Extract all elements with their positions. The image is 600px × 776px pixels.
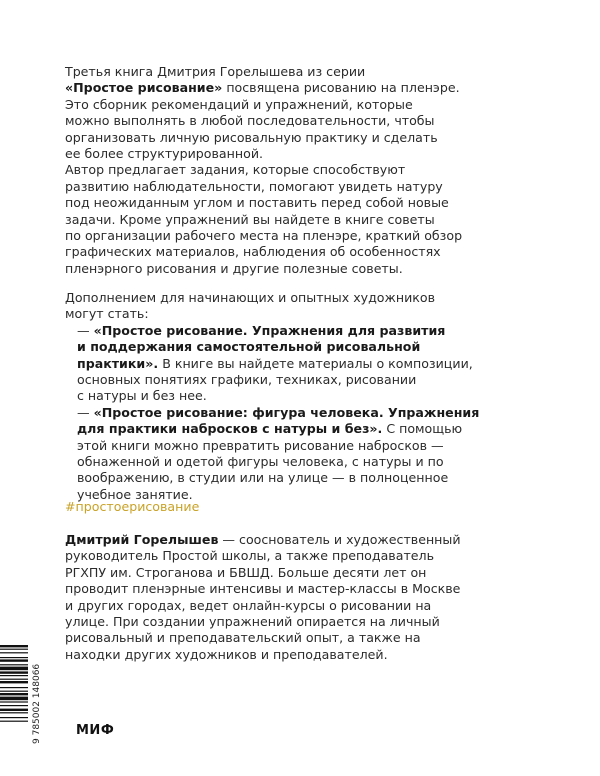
text-run: Дополнением для начинающих и опытных художников bbox=[65, 290, 436, 305]
text-run: проводит пленэрные интенсивы и мастер-классы в Москве bbox=[65, 581, 461, 597]
list-item-line bbox=[65, 470, 535, 486]
text-line bbox=[65, 162, 535, 178]
isbn-text: 9 785002 148066 bbox=[32, 663, 42, 744]
text-line bbox=[65, 130, 535, 146]
text-run: учебное занятие. bbox=[77, 486, 193, 502]
text-run: под неожиданным углом и поставить перед собой новые bbox=[65, 195, 449, 211]
text-run: Автор предлагает задания, которые способствуют bbox=[65, 162, 406, 178]
list-item-line bbox=[65, 339, 535, 355]
list-item-line bbox=[65, 323, 535, 339]
text-line bbox=[65, 97, 535, 113]
text-line bbox=[65, 290, 535, 306]
text-run: могут стать: bbox=[65, 306, 149, 322]
barcode-bar bbox=[0, 679, 28, 680]
text-line bbox=[65, 630, 535, 646]
author-bio-paragraph bbox=[65, 532, 535, 663]
text-run: рисовальный и преподавательский опыт, а также на bbox=[65, 630, 421, 646]
text-line bbox=[65, 228, 535, 244]
text-line bbox=[65, 532, 535, 548]
text-run: можно выполнять в любой последовательности, чтобы bbox=[65, 113, 435, 129]
text-line bbox=[65, 146, 535, 162]
bold-text: Дмитрий Горелышев bbox=[65, 532, 219, 547]
text-line bbox=[65, 113, 535, 129]
barcode-bar bbox=[0, 675, 28, 676]
text-line bbox=[65, 212, 535, 228]
text-run: воображению, в студии или на улице — в полноценное bbox=[77, 470, 449, 486]
barcode-bar bbox=[0, 717, 28, 718]
text-run: ее более структурированной. bbox=[65, 146, 264, 162]
text-line bbox=[65, 80, 535, 96]
text-run: обнаженной и одетой фигуры человека, с натуры и по bbox=[77, 454, 444, 470]
barcode-bar bbox=[0, 681, 28, 683]
barcode-bar bbox=[0, 657, 28, 658]
text-run: Третья книга Дмитрия Горелышева из серии bbox=[65, 64, 366, 79]
text-line bbox=[65, 306, 535, 322]
text-run: развитию наблюдательности, помогают увидеть натуру bbox=[65, 178, 443, 194]
text-line bbox=[65, 64, 535, 80]
bold-text: «Простое рисование. Упражнения для развития bbox=[93, 322, 446, 338]
publisher-logo: МИФ bbox=[76, 723, 115, 738]
text-line bbox=[65, 244, 535, 260]
list-item-line bbox=[65, 405, 535, 421]
barcode-bar bbox=[0, 645, 28, 647]
list-item-line bbox=[65, 356, 535, 372]
barcode-bar bbox=[0, 709, 28, 711]
barcode-icon bbox=[0, 645, 28, 745]
text-run: пленэрного рисования и другие полезные советы. bbox=[65, 260, 403, 276]
companion-books-paragraph bbox=[65, 290, 535, 503]
text-run: графических материалов, наблюдения об особенностях bbox=[65, 244, 441, 260]
hashtag[interactable]: #простоерисование bbox=[65, 499, 200, 514]
text-line bbox=[65, 614, 535, 630]
barcode-bar bbox=[0, 659, 28, 661]
text-line bbox=[65, 261, 535, 277]
barcode-bar bbox=[0, 691, 28, 692]
text-run: задачи. Кроме упражнений вы найдете в книге советы bbox=[65, 211, 435, 227]
barcode-bar bbox=[0, 664, 28, 665]
isbn-number bbox=[30, 650, 42, 744]
text-run: и других городах, ведет онлайн-курсы о рисовании на bbox=[65, 597, 432, 613]
text-run: организовать личную рисовальную практику и сделать bbox=[65, 129, 438, 145]
list-item-line bbox=[65, 372, 535, 388]
list-item-line bbox=[65, 454, 535, 470]
text-run: этой книги можно превратить рисование набросков — bbox=[77, 437, 444, 453]
text-line bbox=[65, 581, 535, 597]
text-run: В книге вы найдете материалы о композиции, bbox=[158, 355, 473, 371]
text-run: основных понятиях графики, техниках, рисовании bbox=[77, 372, 417, 388]
barcode-bar bbox=[0, 697, 28, 701]
barcode-bar bbox=[0, 671, 28, 673]
text-line bbox=[65, 179, 535, 195]
list-item-line bbox=[65, 438, 535, 454]
barcode-bar bbox=[0, 712, 28, 713]
text-run: — bbox=[77, 322, 94, 338]
text-run: по организации рабочего места на пленэре, краткий обзор bbox=[65, 228, 463, 244]
text-line bbox=[65, 195, 535, 211]
bold-text: «Простое рисование: фигура человека. Упражнения bbox=[93, 404, 480, 420]
text-run: РГХПУ им. Строганова и БВШД. Больше десяти лет он bbox=[65, 564, 427, 580]
barcode-bar bbox=[0, 667, 28, 671]
barcode-bar bbox=[0, 652, 28, 653]
bold-text: «Простое рисование» bbox=[65, 80, 223, 96]
text-run: с натуры и без нее. bbox=[77, 388, 207, 404]
text-run: С помощью bbox=[382, 421, 463, 437]
text-line bbox=[65, 548, 535, 564]
text-line bbox=[65, 565, 535, 581]
barcode-bar bbox=[0, 687, 28, 688]
text-run: — сооснователь и художественный bbox=[218, 532, 461, 547]
text-run: посвящена рисованию на пленэре. bbox=[222, 80, 460, 96]
bold-text: и поддержания самостоятельной рисовальной bbox=[77, 339, 421, 355]
text-run: улице. При создании упражнений опирается на личный bbox=[65, 614, 440, 630]
barcode-bar bbox=[0, 705, 28, 706]
text-line bbox=[65, 598, 535, 614]
bold-text: практики». bbox=[77, 355, 159, 371]
text-run: руководитель Простой школы, а также преподаватель bbox=[65, 548, 435, 564]
text-line bbox=[65, 647, 535, 663]
bold-text: для практики набросков с натуры и без». bbox=[77, 421, 383, 437]
text-run: Это сборник рекомендаций и упражнений, которые bbox=[65, 96, 413, 112]
list-item-line bbox=[65, 421, 535, 437]
description-paragraph bbox=[65, 64, 535, 277]
barcode-bar bbox=[0, 701, 28, 702]
text-run: — bbox=[77, 404, 94, 420]
barcode-bar bbox=[0, 693, 28, 695]
barcode-bar bbox=[0, 649, 28, 650]
list-item-line bbox=[65, 388, 535, 404]
text-run: находки других художников и преподавателей. bbox=[65, 646, 388, 662]
barcode-bar bbox=[0, 721, 28, 722]
